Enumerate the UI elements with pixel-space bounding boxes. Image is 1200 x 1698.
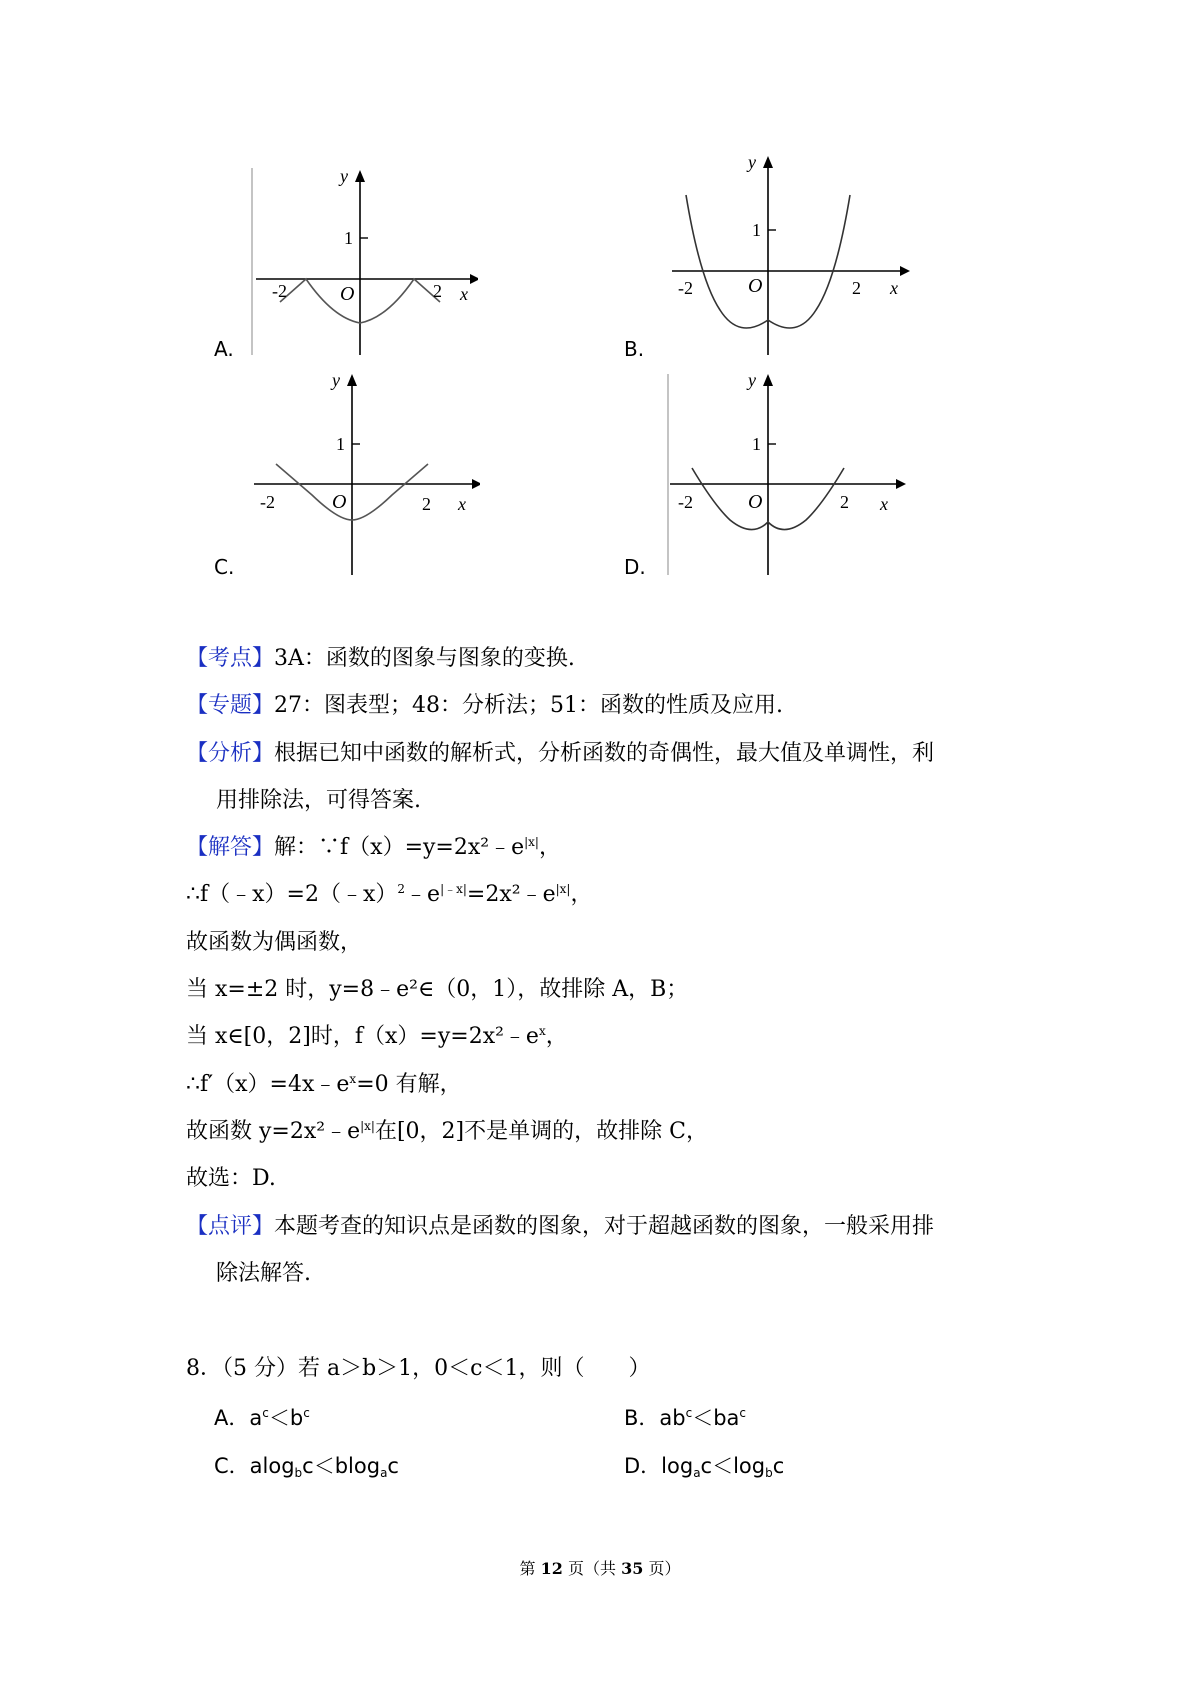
choice-c-sub1: b: [294, 1466, 303, 1480]
graph-d-y: y: [748, 370, 756, 390]
graph-c-x: x: [458, 494, 466, 514]
choice-a-pre: A．a: [214, 1406, 263, 1430]
footer-mid: 页（共: [562, 1559, 622, 1578]
graph-b-one: 1: [752, 220, 761, 240]
question-8-choice-b: [624, 1402, 746, 1432]
solution-line-2-exp2: |x|: [555, 882, 571, 896]
choice-d-pre: D．log: [624, 1454, 694, 1478]
solution-line-6b: =0 有解，: [356, 1072, 462, 1097]
fenxi-line-1: [186, 739, 934, 769]
solution-line-5a: 当 x∈[0，2]时，f（x）=y=2x²﹣e: [186, 1024, 539, 1049]
jieda-line: [186, 833, 561, 863]
solution-line-6a: ∴f′（x）=4x﹣e: [186, 1072, 350, 1097]
jieda-tag: 【解答】: [186, 835, 275, 860]
dianping-tag: 【点评】: [186, 1214, 275, 1239]
choice-d-sub1: a: [693, 1466, 701, 1480]
fenxi-tag: 【分析】: [186, 741, 275, 766]
choice-a-sup2: c: [303, 1406, 310, 1420]
graph-c: [250, 370, 480, 580]
option-d-label: D.: [624, 555, 646, 579]
solution-line-5: [186, 1022, 568, 1052]
choice-b-pre: B．ab: [624, 1406, 686, 1430]
choice-d-end: c: [772, 1454, 785, 1478]
choice-b-mid: ＜ba: [692, 1406, 740, 1430]
graph-a-two: 2: [433, 281, 442, 301]
graph-d-x: x: [880, 494, 888, 514]
fenxi-text-1: 根据已知中函数的解析式，分析函数的奇偶性，最大值及单调性，利: [274, 741, 935, 766]
dianping-line-1: [186, 1212, 934, 1242]
dianping-text-1: 本题考查的知识点是函数的图象，对于超越函数的图象，一般采用排: [274, 1214, 935, 1239]
kaodian-text: 3A：函数的图象与图象的变换.: [274, 646, 575, 671]
solution-line-2a: ∴f（﹣x）=2（﹣x）: [186, 882, 398, 907]
choice-d-sub2: b: [765, 1466, 773, 1480]
question-8-choice-a: [214, 1402, 310, 1432]
graph-c-one: 1: [336, 434, 345, 454]
solution-line-8: [186, 1164, 276, 1194]
graph-a: [248, 160, 478, 360]
option-c-label: C.: [214, 555, 235, 579]
jieda-exp: |x|: [524, 835, 539, 849]
graph-d-origin: O: [748, 491, 763, 513]
page-footer: [0, 1556, 1200, 1579]
choice-c-pre: C．alog: [214, 1454, 295, 1478]
graph-a-neg2: -2: [272, 281, 287, 301]
graph-c-y: y: [332, 370, 340, 390]
question-8-choice-d: [624, 1450, 784, 1480]
zhuanti-text: 27：图表型；48：分析法；51：函数的性质及应用.: [274, 693, 783, 718]
zhuanti-tag: 【专题】: [186, 693, 275, 718]
graph-d-neg2: -2: [678, 492, 693, 512]
footer-total-pages: 35: [621, 1559, 644, 1578]
graph-a-one: 1: [344, 228, 353, 248]
graph-a-x: x: [460, 284, 468, 304]
solution-line-7b: 在[0，2]不是单调的，故排除 C，: [374, 1119, 708, 1144]
graph-b-y: y: [748, 152, 756, 172]
solution-line-7-exp: |x|: [360, 1119, 375, 1133]
graph-b: [664, 150, 914, 360]
graph-a-origin: O: [340, 283, 355, 305]
solution-line-2: [186, 880, 592, 910]
graph-c-two: 2: [422, 494, 431, 514]
solution-line-2-sq: 2: [397, 882, 406, 896]
graph-d: [664, 370, 914, 580]
option-b-label: B.: [624, 337, 645, 361]
solution-answer: 故选：D.: [186, 1166, 276, 1191]
solution-line-4: [186, 975, 688, 1005]
solution-line-5b: ，: [545, 1024, 568, 1049]
kaodian-tag: 【考点】: [186, 646, 275, 671]
choice-a-sup1: c: [262, 1406, 269, 1420]
footer-page-number: 12: [540, 1559, 563, 1578]
solution-line-2d: ，: [570, 882, 593, 907]
graph-b-x: x: [890, 278, 898, 298]
solution-line-2-exp: |﹣x|: [440, 882, 467, 896]
dianping-text-2: 除法解答.: [216, 1261, 311, 1286]
choice-d-mid: c＜log: [700, 1454, 766, 1478]
choice-a-mid: ＜b: [268, 1406, 304, 1430]
graph-d-one: 1: [752, 434, 761, 454]
choice-c-mid: c＜blog: [302, 1454, 381, 1478]
kaodian-line: [186, 644, 575, 674]
solution-line-5-exp: x: [538, 1024, 546, 1038]
choice-b-sup2: c: [739, 1406, 747, 1420]
solution-line-3: [186, 928, 362, 958]
choice-c-sub2: a: [380, 1466, 388, 1480]
solution-line-7a: 故函数 y=2x²﹣e: [186, 1119, 361, 1144]
graph-a-y: y: [340, 166, 348, 186]
jieda-end: ，: [538, 835, 561, 860]
graph-c-neg2: -2: [260, 492, 275, 512]
dianping-line-2: [216, 1259, 311, 1289]
solution-line-4-text: 当 x=±2 时，y=8﹣e²∈（0，1），故排除 A，B；: [186, 977, 689, 1002]
solution-line-6: [186, 1070, 462, 1100]
question-8-text: 8．（5 分）若 a＞b＞1，0＜c＜1，则（ ）: [186, 1356, 651, 1381]
graph-c-origin: O: [332, 491, 347, 513]
solution-line-3-text: 故函数为偶函数，: [186, 930, 363, 955]
fenxi-line-2: [216, 786, 421, 816]
choice-c-end: c: [387, 1454, 399, 1478]
question-8-choice-c: [214, 1450, 399, 1480]
zhuanti-line: [186, 691, 783, 721]
graph-d-two: 2: [840, 492, 849, 512]
footer-pre: 第: [519, 1559, 541, 1578]
solution-line-7: [186, 1117, 708, 1147]
graph-b-origin: O: [748, 275, 763, 297]
question-8-stem: [186, 1354, 651, 1384]
choice-b-sup1: c: [685, 1406, 693, 1420]
footer-post: 页）: [643, 1559, 681, 1578]
graph-b-neg2: -2: [678, 278, 693, 298]
jieda-text: 解：∵f（x）=y=2x²﹣e: [274, 835, 525, 860]
fenxi-text-2: 用排除法，可得答案.: [216, 788, 421, 813]
solution-line-2c: =2x²﹣e: [466, 882, 556, 907]
option-a-label: A.: [214, 337, 234, 361]
solution-line-2-minus-e: ﹣e: [405, 882, 441, 907]
solution-line-6-exp: x: [349, 1072, 357, 1086]
graph-b-two: 2: [852, 278, 861, 298]
